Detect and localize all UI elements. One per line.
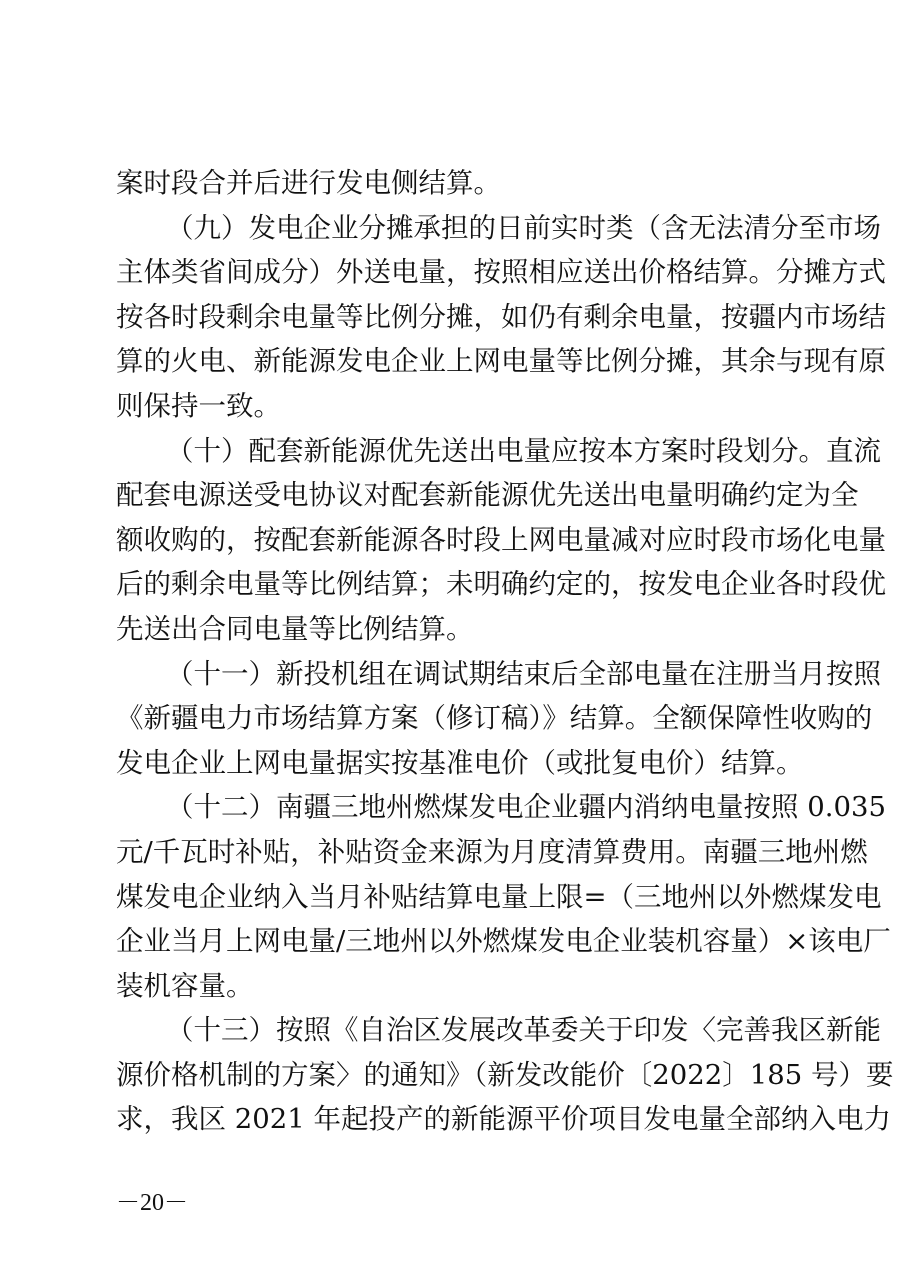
page-number: －20－ (116, 1190, 188, 1216)
text-line: 案时段合并后进行发电侧结算。 (116, 167, 501, 199)
paragraph-9-start: （九）发电企业分摊承担的日前实时类（含无法清分至市场 (166, 211, 881, 244)
text-line: 煤发电企业纳入当月补贴结算电量上限=（三地州以外燃煤发电 (116, 880, 882, 913)
text-line: 算的火电、新能源发电企业上网电量等比例分摊，其余与现有原 (116, 345, 886, 378)
text-line: 主体类省间成分）外送电量，按照相应送出价格结算。分摊方式 (116, 256, 886, 289)
text-line: 后的剩余电量等比例结算；未明确约定的，按发电企业各时段优 (116, 568, 886, 601)
paragraph-11-start: （十一）新投机组在调试期结束后全部电量在注册当月按照 (166, 657, 881, 690)
text-line: 源价格机制的方案〉的通知》（新发改能价〔2022〕185 号）要 (116, 1058, 894, 1091)
text-line: 按各时段剩余电量等比例分摊，如仍有剩余电量，按疆内市场结 (116, 300, 886, 333)
paragraph-10-start: （十）配套新能源优先送出电量应按本方案时段划分。直流 (166, 434, 881, 467)
text-line: 配套电源送受电协议对配套新能源优先送出电量明确约定为全 (116, 479, 859, 512)
document-body (116, 161, 894, 1142)
paragraph-12-start: （十二）南疆三地州燃煤发电企业疆内消纳电量按照 0.035 (166, 791, 886, 824)
text-line: 企业当月上网电量/三地州以外燃煤发电企业装机容量）×该电厂 (116, 925, 891, 958)
text-line: 发电企业上网电量据实按基准电价（或批复电价）结算。 (116, 746, 804, 779)
text-line: 额收购的，按配套新能源各时段上网电量减对应时段市场化电量 (116, 523, 886, 556)
text-line: 则保持一致。 (116, 389, 281, 422)
text-line: 先送出合同电量等比例结算。 (116, 612, 474, 645)
paragraph-13-start: （十三）按照《自治区发展改革委关于印发〈完善我区新能 (166, 1014, 881, 1047)
text-line: 求，我区 2021 年起投产的新能源平价项目发电量全部纳入电力 (116, 1103, 891, 1136)
text-line: 元/千瓦时补贴，补贴资金来源为月度清算费用。南疆三地州燃 (116, 835, 868, 868)
text-line: 装机容量。 (116, 969, 254, 1002)
text-line: 《新疆电力市场结算方案（修订稿）》结算。全额保障性收购的 (116, 702, 873, 735)
